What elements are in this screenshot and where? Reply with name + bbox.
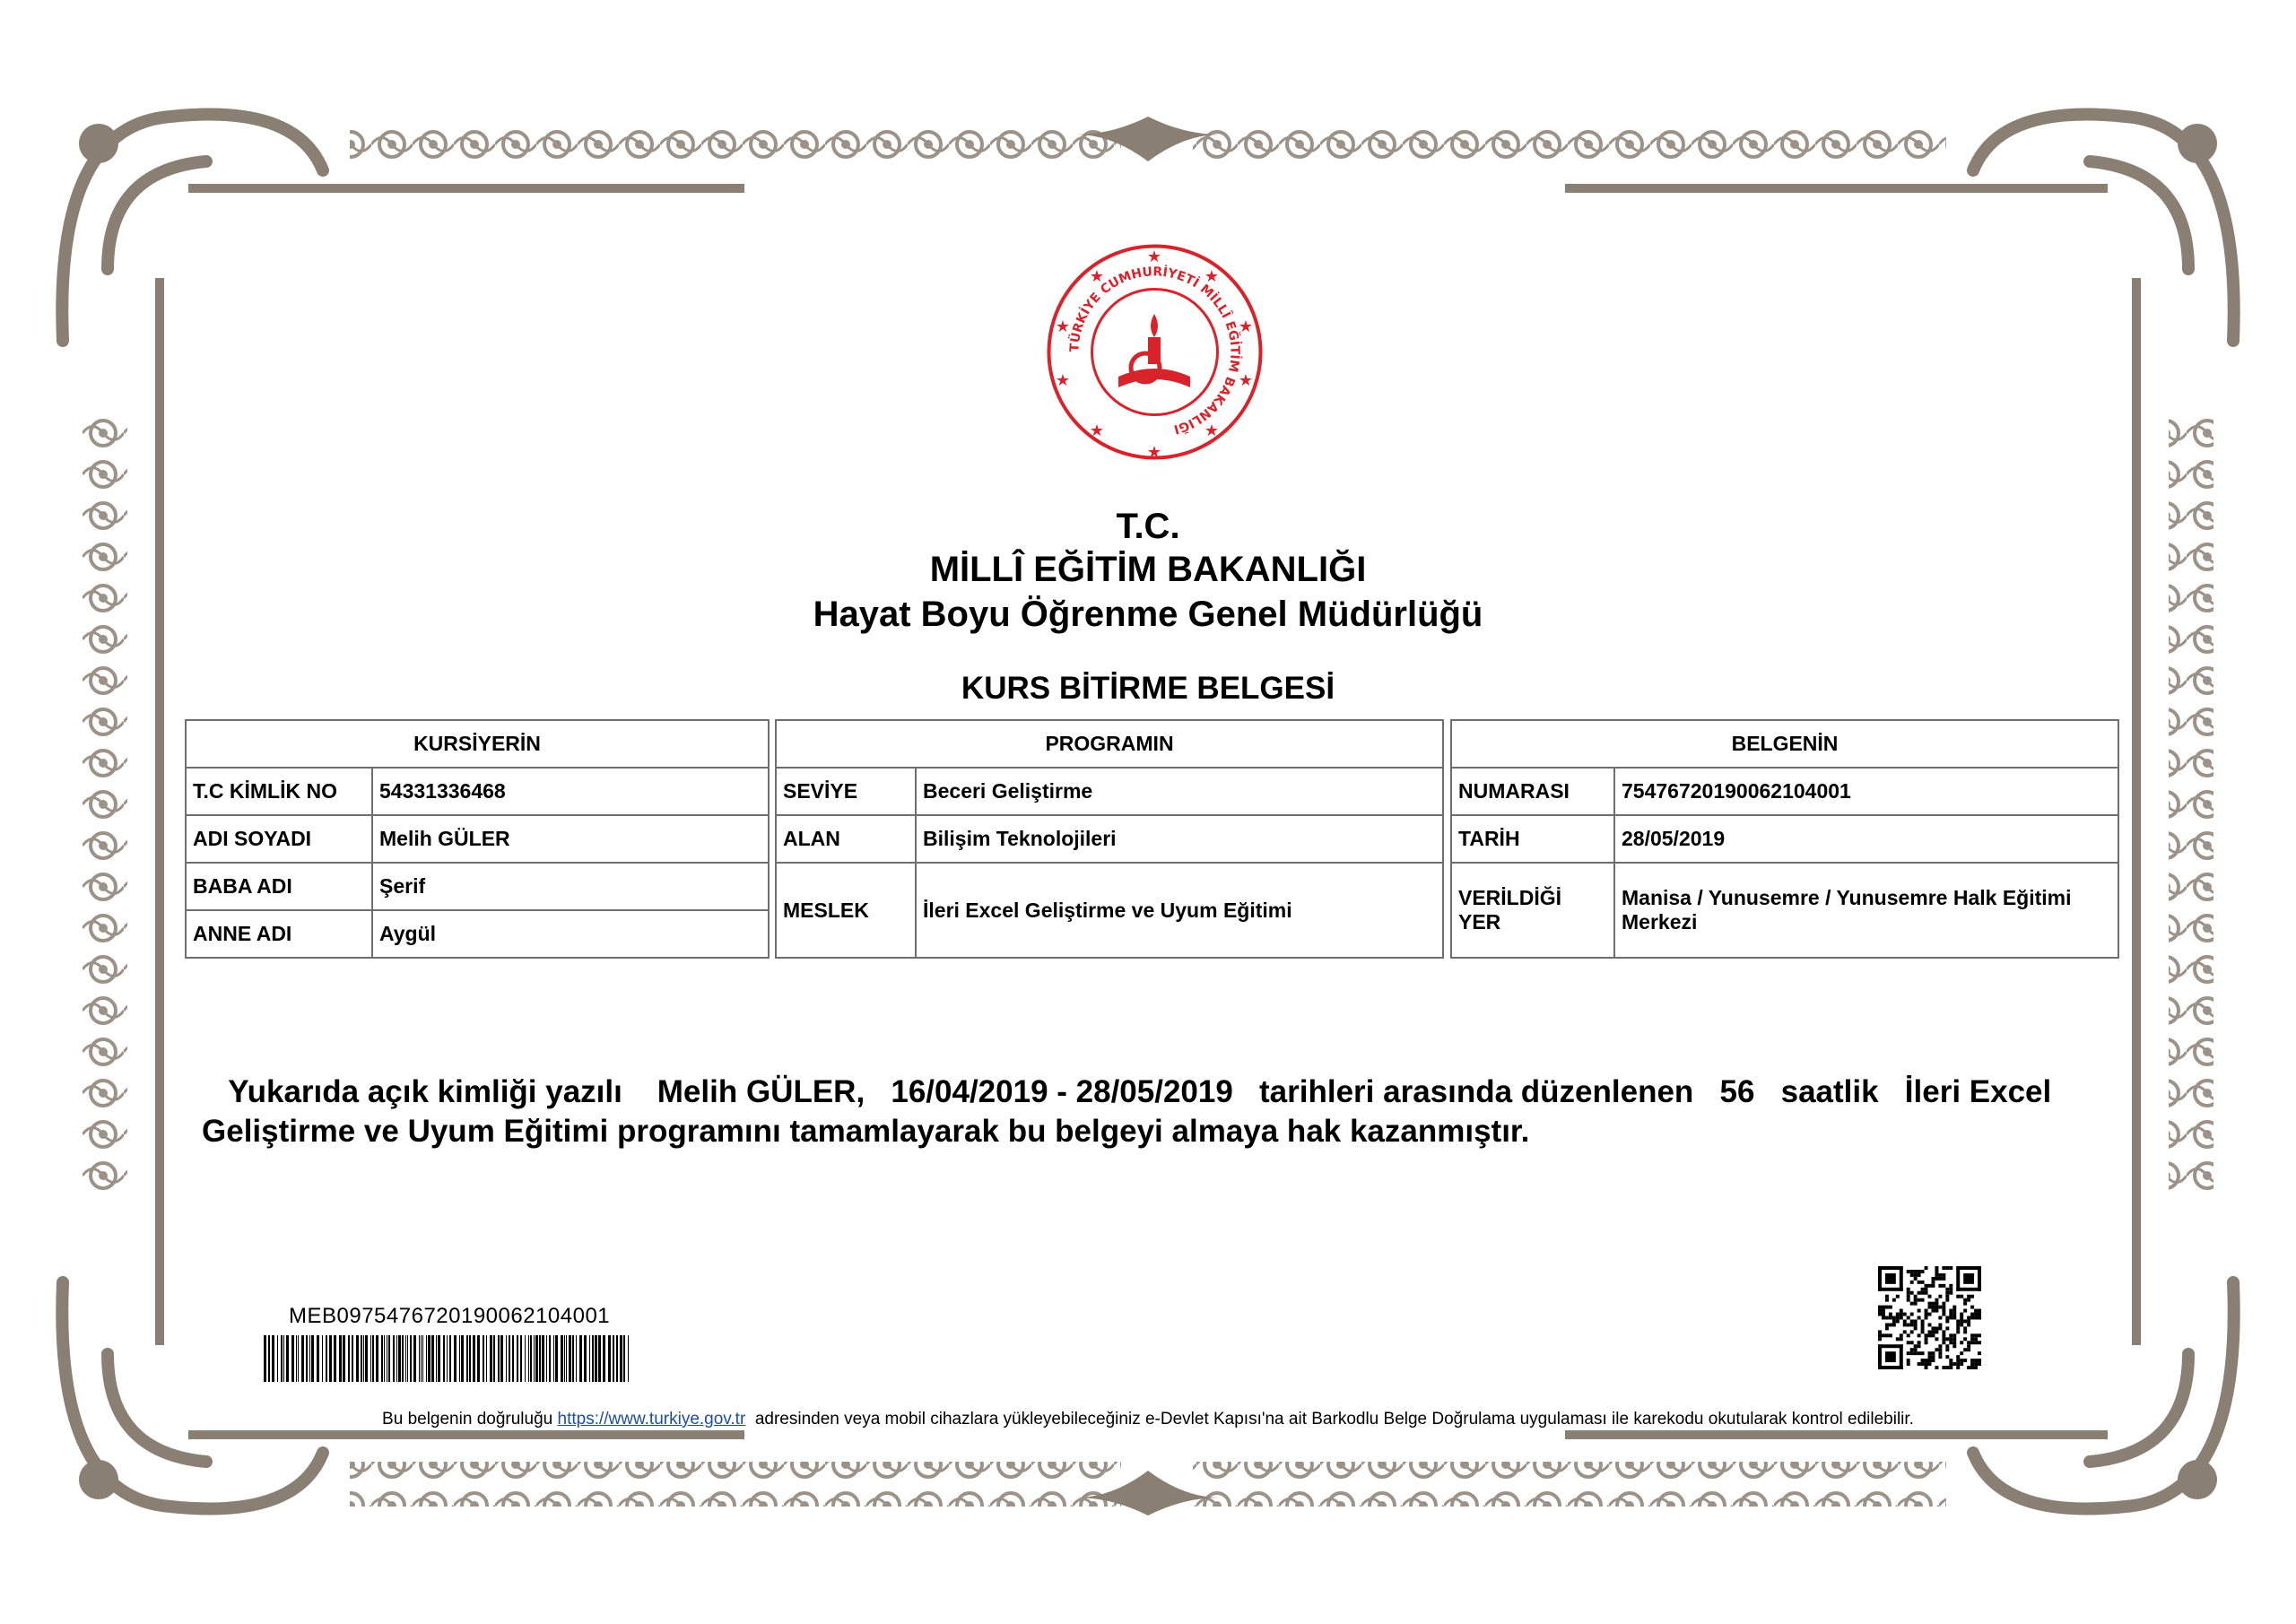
- trainee-table-title: KURSİYERİN: [186, 720, 769, 768]
- svg-text:★: ★: [1238, 371, 1254, 390]
- table-row: [186, 863, 769, 910]
- certificate-table: [1450, 719, 2119, 959]
- meb-seal-icon: [1045, 242, 1265, 462]
- table-row: [776, 815, 1443, 863]
- verification-note: [0, 1410, 2296, 1429]
- svg-text:★: ★: [1055, 317, 1071, 336]
- field-label: VERİLDİĞİ YER: [1451, 863, 1614, 958]
- barcode-icon: [264, 1335, 631, 1382]
- field-value: Şerif: [372, 863, 769, 910]
- document-title: KURS BİTİRME BELGESİ: [961, 671, 1335, 706]
- field-value: 75476720190062104001: [1614, 768, 2118, 815]
- table-row: [1451, 863, 2118, 958]
- footer-suffix: adresinden veya mobil cihazlara yükleyebileceğiniz e-Devlet Kapısı'na ait Barkodlu Belge Doğrulama uygulaması ile karekodu okutularak kontrol edilebilir.: [754, 1410, 1914, 1429]
- field-label: TARİH: [1451, 815, 1614, 863]
- field-value: 54331336468: [372, 768, 769, 815]
- barcode-number: MEB0975476720190062104001: [289, 1304, 611, 1328]
- field-value: Beceri Geliştirme: [916, 768, 1443, 815]
- program-table-title: PROGRAMIN: [776, 720, 1443, 768]
- field-label: NUMARASI: [1451, 768, 1614, 815]
- table-row: [186, 910, 769, 958]
- statement-dates: 16/04/2019 - 28/05/2019: [891, 1074, 1233, 1109]
- statement-hours: 56: [1719, 1074, 1755, 1109]
- table-row: [1451, 815, 2118, 863]
- field-value: 28/05/2019: [1614, 815, 2118, 863]
- table-row: [186, 768, 769, 815]
- footer-prefix: Bu belgenin doğruluğu: [382, 1410, 553, 1429]
- table-row: [186, 815, 769, 863]
- seal-ring-text: TÜRKİYE CUMHURİYETİ MİLLÎ EĞİTİM BAKANLIĞI: [1067, 265, 1242, 437]
- field-value: Bilişim Teknolojileri: [916, 815, 1443, 863]
- certificate-table-title: BELGENİN: [1451, 720, 2118, 768]
- field-value: İleri Excel Geliştirme ve Uyum Eğitimi: [916, 863, 1443, 958]
- statement-middle: tarihleri arasında düzenlenen: [1259, 1074, 1694, 1109]
- svg-text:★: ★: [1238, 317, 1254, 336]
- field-value: Melih GÜLER: [372, 815, 769, 863]
- table-row: [776, 863, 1443, 958]
- statement-name: Melih GÜLER,: [657, 1074, 865, 1109]
- field-value: Aygül: [372, 910, 769, 958]
- table-row: [1451, 768, 2118, 815]
- statement-hours-unit: saatlik: [1780, 1074, 1879, 1109]
- svg-text:★: ★: [1204, 421, 1220, 440]
- table-row: [776, 768, 1443, 815]
- field-label: ALAN: [776, 815, 916, 863]
- svg-text:★: ★: [1146, 443, 1162, 462]
- program-table: [775, 719, 1444, 959]
- svg-text:★: ★: [1055, 371, 1071, 390]
- statement-end: programını tamamlayarak bu belgeyi almaya hak kazanmıştır.: [616, 1114, 1530, 1149]
- verification-link[interactable]: https://www.turkiye.gov.tr: [557, 1410, 746, 1429]
- field-label: SEVİYE: [776, 768, 916, 815]
- completion-statement: [202, 1073, 2103, 1151]
- svg-text:★: ★: [1204, 267, 1220, 286]
- trainee-table: [185, 719, 770, 959]
- statement-course: İleri Excel Geliştirme ve Uyum Eğitimi: [202, 1074, 2052, 1149]
- header-ministry: MİLLÎ EĞİTİM BAKANLIĞI: [929, 550, 1367, 589]
- qr-code-icon: [1878, 1266, 1981, 1369]
- field-label: T.C KİMLİK NO: [186, 768, 372, 815]
- header-tc: T.C.: [1116, 507, 1180, 546]
- header-directorate: Hayat Boyu Öğrenme Genel Müdürlüğü: [813, 595, 1483, 634]
- field-label: ADI SOYADI: [186, 815, 372, 863]
- field-label: ANNE ADI: [186, 910, 372, 958]
- svg-text:★: ★: [1146, 248, 1162, 266]
- field-label: BABA ADI: [186, 863, 372, 910]
- svg-text:★: ★: [1089, 267, 1105, 286]
- svg-text:★: ★: [1089, 421, 1105, 440]
- field-value: Manisa / Yunusemre / Yunusemre Halk Eğitimi Merkezi: [1614, 863, 2118, 958]
- field-label: MESLEK: [776, 863, 916, 958]
- statement-intro: Yukarıda açık kimliği yazılı: [228, 1074, 622, 1109]
